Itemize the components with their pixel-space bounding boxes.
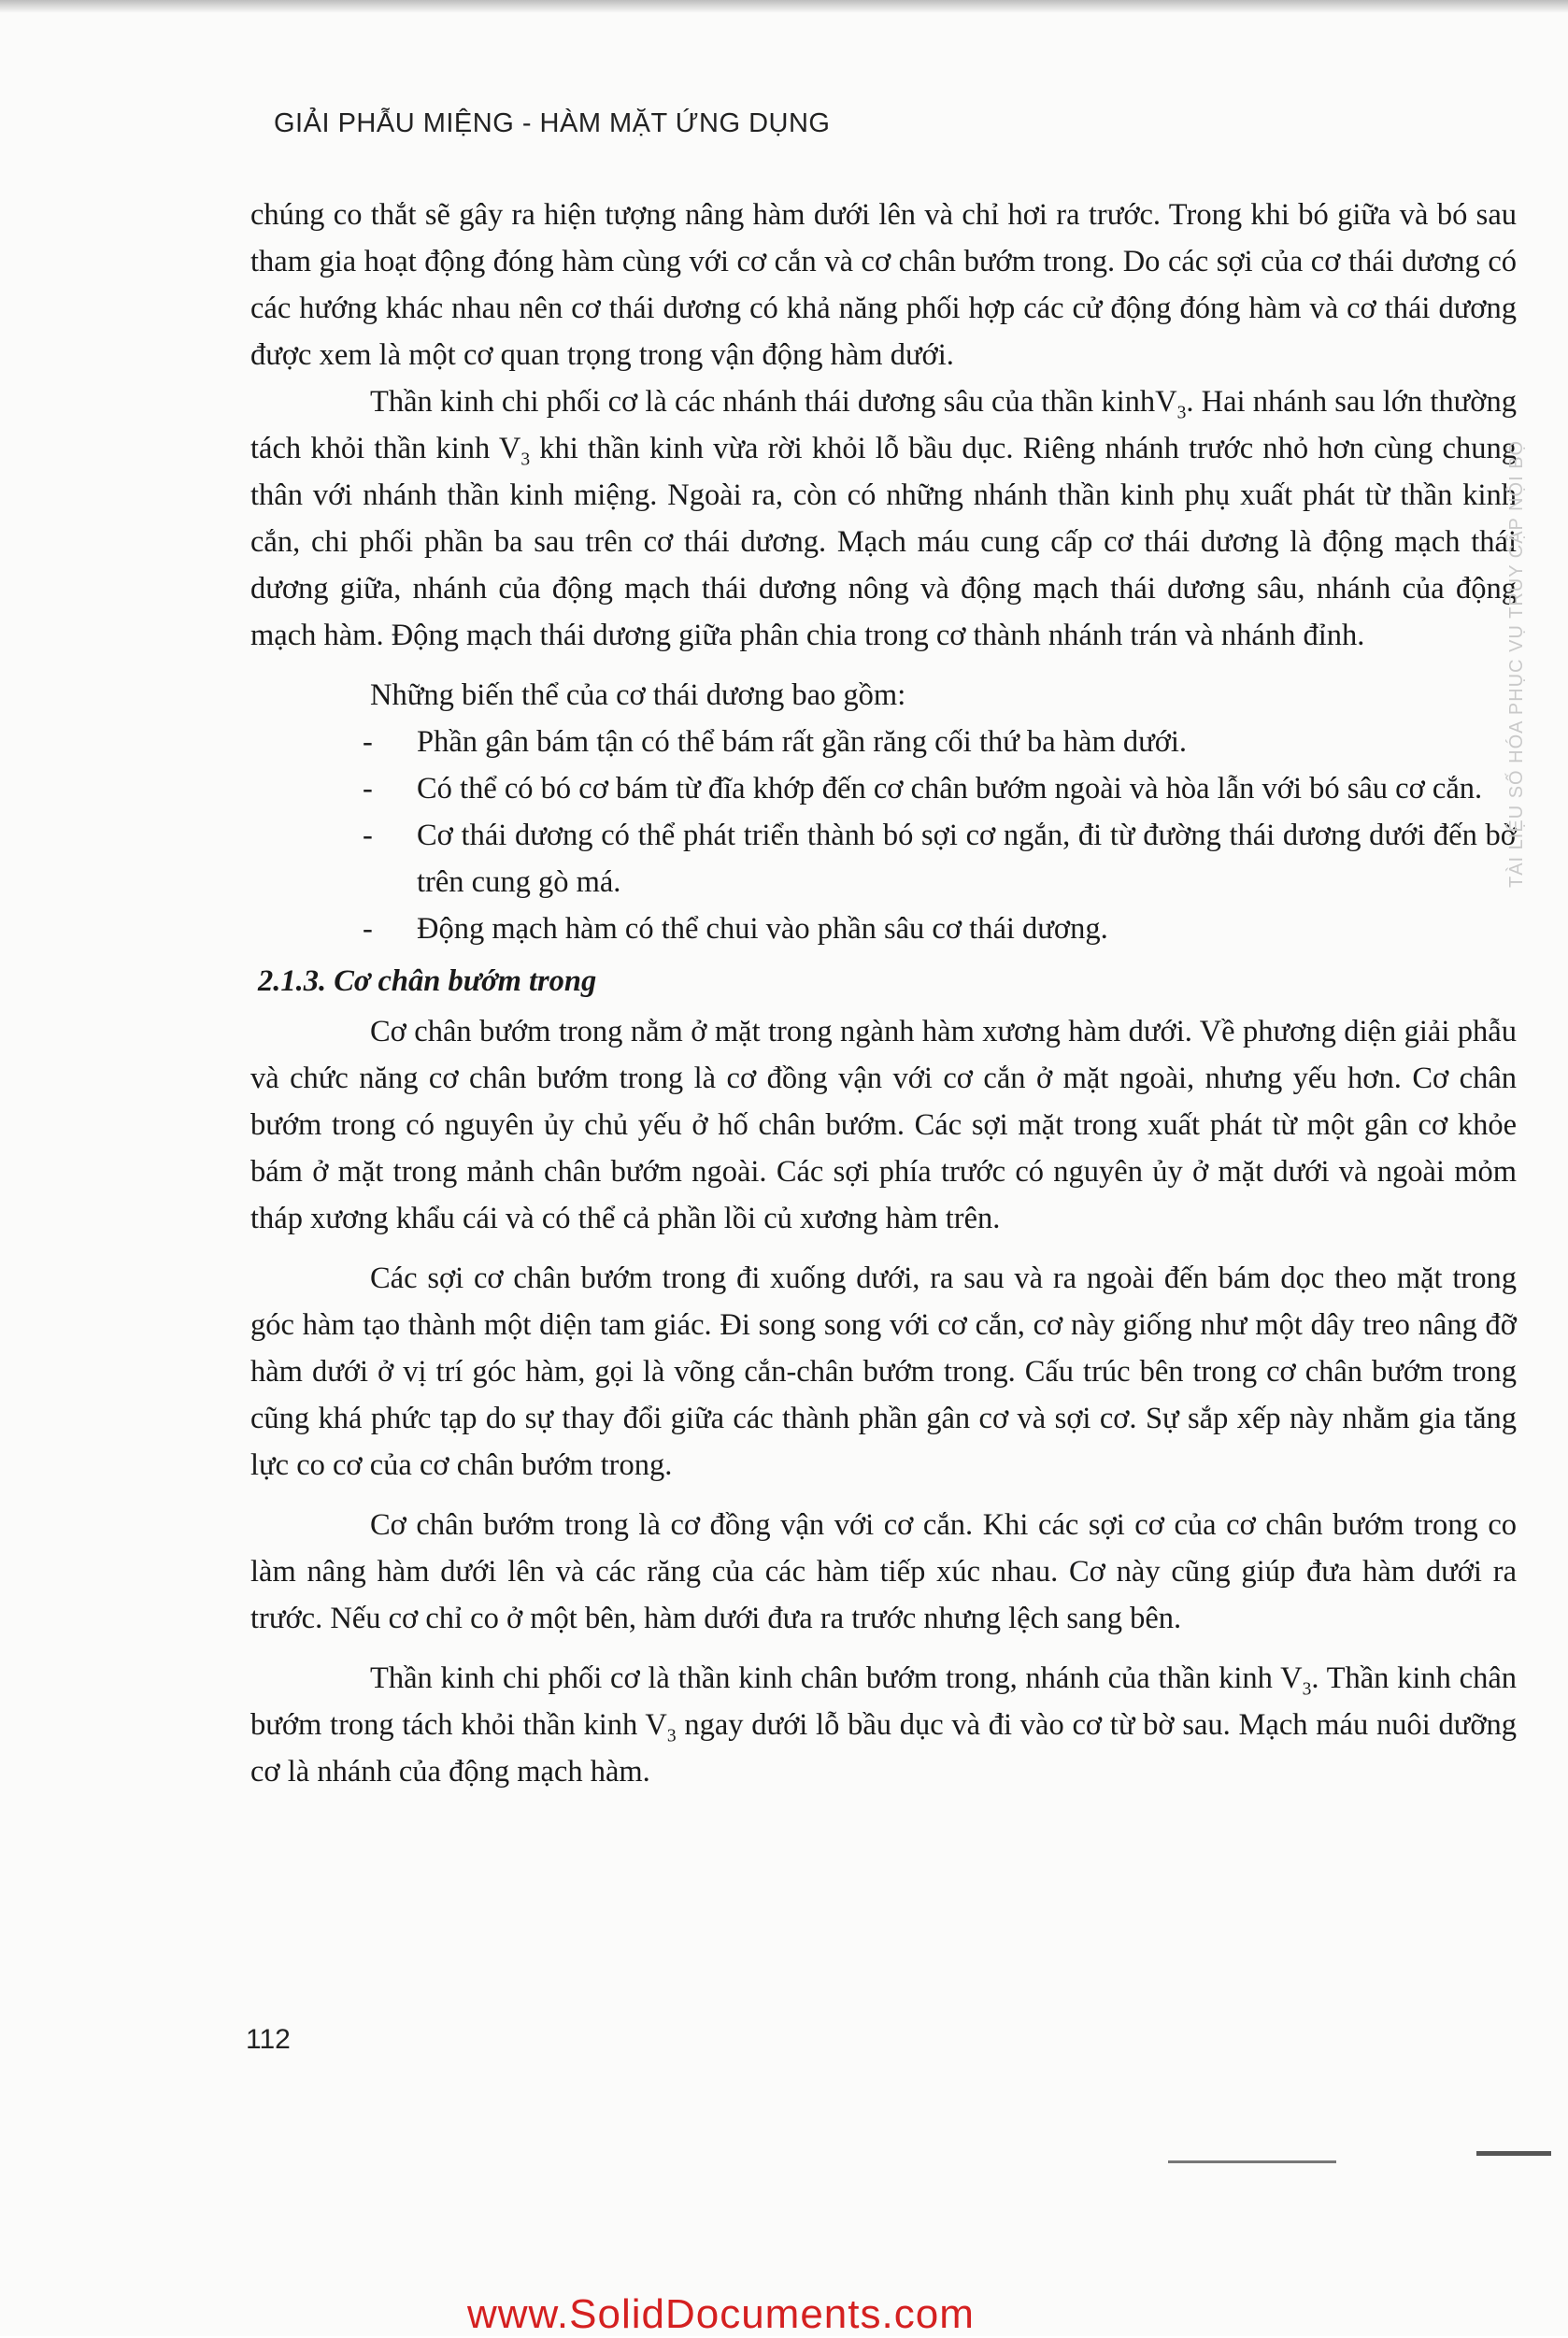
paragraph-3: Cơ chân bướm trong nằm ở mặt trong ngành hàm xương hàm dưới. Về phương diện giải phẫu và chức năng cơ chân bướm trong là cơ đồng vận với cơ cắn ở mặt ngoài, nhưng yếu hơn. Cơ chân bướm trong có nguyên ủy chủ yếu ở hố chân bướm. Các sợi mặt trong xuất phát từ một gân cơ khỏe bám ở mặt trong mảnh chân bướm ngoài. Các sợi phía trước có nguyên ủy ở mặt dưới và ngoài mỏm tháp xương khẩu cái và có thể cả phần lồi củ xương hàm trên. bbox=[250, 1015, 1517, 1235]
paragraph-4: Các sợi cơ chân bướm trong đi xuống dưới, ra sau và ra ngoài đến bám dọc theo mặt trong góc hàm tạo thành một diện tam giác. Đi song song với cơ cắn, cơ này giống như một dây treo nâng đỡ hàm dưới ở vị trí góc hàm, gọi là võng cắn-chân bướm trong. Cấu trúc bên trong cơ chân bướm trong cũng khá phức tạp do sự thay đổi giữa các thành phần gân cơ và sợi cơ. Sự sắp xếp này nhằm gia tăng lực co cơ của cơ chân bướm trong. bbox=[250, 1262, 1517, 1482]
running-header: GIẢI PHẪU MIỆNG - HÀM MẶT ỨNG DỤNG bbox=[274, 108, 831, 138]
scan-edge bbox=[0, 0, 1568, 13]
scan-artifact-mark bbox=[1476, 2151, 1551, 2156]
variant-item-4: - Động mạch hàm có thể chui vào phần sâu cơ thái dương. bbox=[363, 912, 1108, 946]
variant-item-2: - Có thể có bó cơ bám từ đĩa khớp đến cơ chân bướm ngoài và hòa lẫn với bó sâu cơ cắn. bbox=[363, 772, 1483, 805]
section-heading: 2.1.3. Cơ chân bướm trong bbox=[258, 964, 597, 998]
page-number: 112 bbox=[246, 2024, 291, 2055]
variant-item-1: - Phần gân bám tận có thể bám rất gần răng cối thứ ba hàm dưới. bbox=[363, 725, 1188, 759]
footer-url-watermark: www.SolidDocuments.com bbox=[467, 2291, 975, 2337]
variant-item-3: - Cơ thái dương có thể phát triển thành bó sợi cơ ngắn, đi từ đường thái dương dưới đến bờ trên cung gò má. bbox=[363, 819, 1517, 899]
variants-intro: Những biến thể của cơ thái dương bao gồm: bbox=[370, 678, 906, 712]
paragraph-2: Thần kinh chi phối cơ là các nhánh thái dương sâu của thần kinhV$_3$. Hai nhánh sau lớn thường tách khỏi thần kinh $V_3$ khi thần kinh vừa rời khỏi lỗ bầu dục. Riêng nhánh trước nhỏ hơn cùng chung thân với nhánh thần kinh miệng. Ngoài ra, còn có những nhánh thần kinh phụ xuất phát từ thần kinh cắn, chi phối phần ba sau trên cơ thái dương. Mạch máu cung cấp cơ thái dương là động mạch thái dương giữa, nhánh của động mạch thái dương nông và động mạch thái dương sâu, nhánh của động mạch hàm. Động mạch thái dương giữa phân chia trong cơ thành nhánh trán và nhánh đỉnh. bbox=[250, 385, 1517, 652]
side-watermark: TÀI LIỆU SỐ HÓA PHỤC VỤ TRUY CẬP NỘI BỘ bbox=[1506, 439, 1527, 888]
paragraph-6: Thần kinh chi phối cơ là thần kinh chân bướm trong, nhánh của thần kinh $V_3$. Thần kinh chân bướm trong tách khỏi thần kinh $V_3$ ngay dưới lỗ bầu dục và đi vào cơ từ bờ sau. Mạch máu nuôi dưỡng cơ là nhánh của động mạch hàm. bbox=[250, 1661, 1518, 1789]
page-body bbox=[250, 192, 1517, 1795]
paragraph-1: chúng co thắt sẽ gây ra hiện tượng nâng hàm dưới lên và chỉ hơi ra trước. Trong khi bó giữa và bó sau tham gia hoạt động đóng hàm cùng với cơ cắn và cơ chân bướm trong. Do các sợi của cơ thái dương có các hướng khác nhau nên cơ thái dương có khả năng phối hợp các cử động đóng hàm và cơ thái dương được xem là một cơ quan trọng trong vận động hàm dưới. bbox=[250, 198, 1517, 372]
paragraph-5: Cơ chân bướm trong là cơ đồng vận với cơ cắn. Khi các sợi cơ của cơ chân bướm trong co làm nâng hàm dưới lên và các răng của các hàm tiếp xúc nhau. Cơ này cũng giúp đưa hàm dưới ra trước. Nếu cơ chỉ co ở một bên, hàm dưới đưa ra trước nhưng lệch sang bên. bbox=[250, 1508, 1517, 1635]
scan-artifact-line bbox=[1168, 2160, 1336, 2163]
